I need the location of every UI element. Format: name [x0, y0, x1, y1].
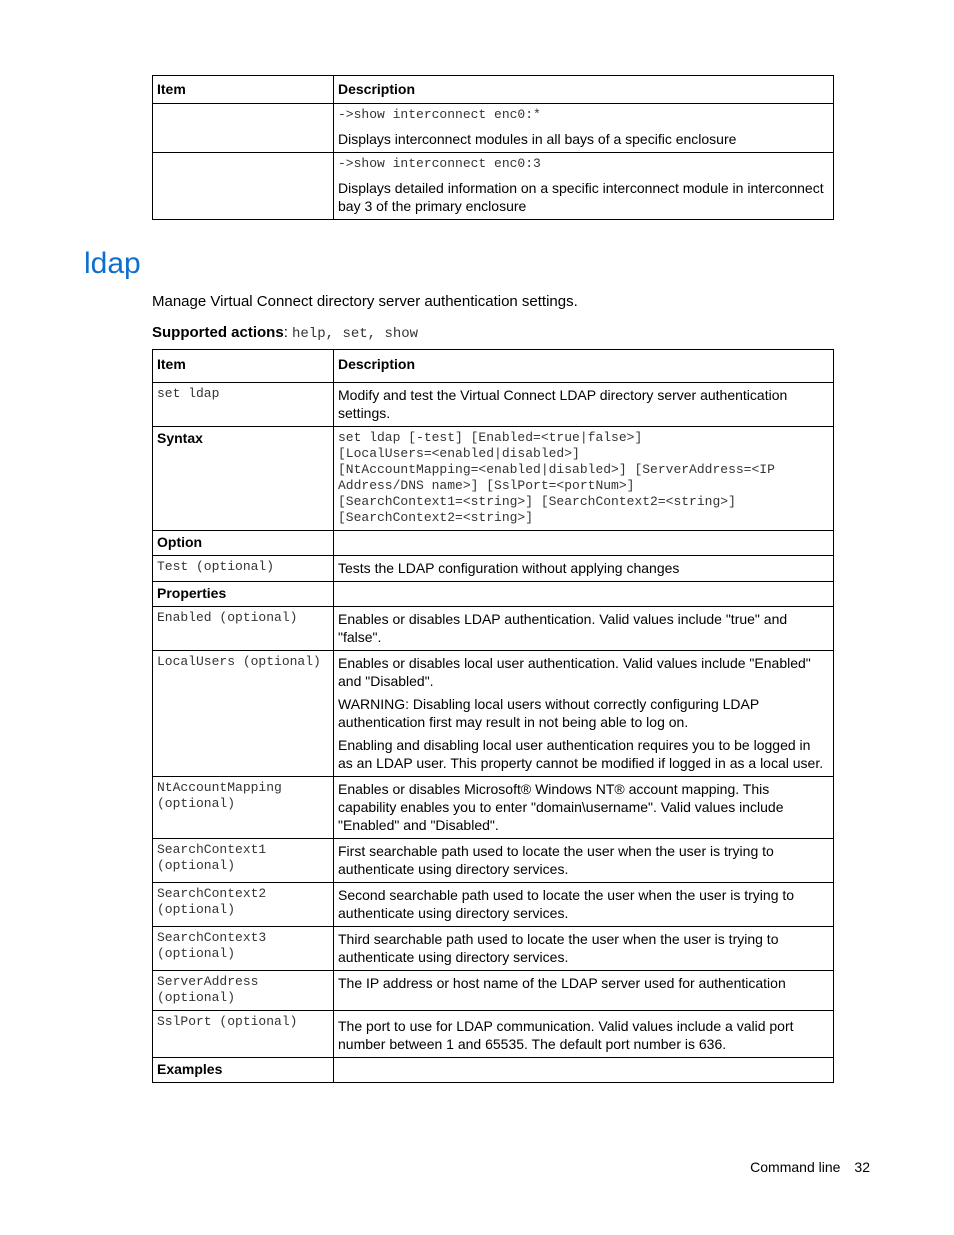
item-cell: Test (optional) [153, 556, 334, 582]
section-intro: Manage Virtual Connect directory server authentication settings. [152, 293, 578, 310]
table-row [153, 607, 834, 651]
description-text: The port to use for LDAP communication. Valid values include a valid port number between 1 and 65535. The default port number is 636. [338, 1018, 794, 1052]
description-cell [334, 1011, 834, 1058]
syntax-line: [SearchContext1=<string>] [SearchContext2=<string>] [338, 494, 736, 509]
empty-cell [334, 531, 834, 556]
description-text: Second searchable path used to locate the user when the user is trying to authenticate using directory services. [338, 887, 795, 921]
header-description: Description [334, 350, 834, 383]
table-header-row [153, 76, 834, 104]
table-row [153, 839, 834, 883]
syntax-row [153, 427, 834, 531]
description-text: Displays interconnect modules in all bays of a specific enclosure [338, 131, 737, 147]
interconnect-table [152, 75, 834, 220]
section-title: ldap [84, 247, 141, 280]
option-label: Option [153, 531, 334, 556]
description-cell [334, 556, 834, 582]
item-qualifier: (optional) [157, 946, 236, 961]
item-qualifier: (optional) [157, 796, 236, 811]
syntax-cell [334, 427, 834, 531]
properties-label: Properties [153, 582, 334, 607]
header-item: Item [153, 350, 334, 383]
header-description: Description [334, 76, 834, 104]
table-row [153, 777, 834, 839]
description-cell [334, 777, 834, 839]
syntax-line: [SearchContext2=<string>] [338, 510, 534, 525]
table-header-row [153, 350, 834, 383]
description-cell [334, 839, 834, 883]
description-cell [334, 927, 834, 971]
examples-row [153, 1058, 834, 1083]
syntax-line: Address/DNS name>] [SslPort=<portNum>] [338, 478, 635, 493]
code-example: ->show interconnect enc0:3 [338, 156, 541, 171]
page-number: 32 [854, 1159, 870, 1175]
supported-actions [152, 324, 418, 342]
description-cell [334, 607, 834, 651]
description-text: Third searchable path used to locate the user when the user is trying to authenticate using directory services. [338, 931, 779, 965]
table-row [153, 383, 834, 427]
item-qualifier: (optional) [157, 902, 236, 917]
option-row [153, 531, 834, 556]
description-cell [334, 104, 834, 153]
supported-actions-label: Supported actions [152, 324, 284, 341]
footer-section: Command line [750, 1159, 841, 1175]
page-footer [750, 1159, 870, 1175]
item-name: SearchContext3 [157, 930, 267, 945]
supported-actions-separator: : [283, 324, 293, 341]
examples-label: Examples [153, 1058, 334, 1083]
description-text: Enables or disables LDAP authentication. Valid values include "true" and "false". [338, 611, 788, 645]
code-example: ->show interconnect enc0:* [338, 107, 541, 122]
item-name: SearchContext1 [157, 842, 267, 857]
description-text: Modify and test the Virtual Connect LDAP directory server authentication settings. [338, 387, 788, 421]
table-row [153, 883, 834, 927]
ldap-table [152, 349, 834, 1083]
empty-cell [334, 582, 834, 607]
table-row [153, 1011, 834, 1058]
description-text: Enables or disables Microsoft® Windows NT® account mapping. This capability enables you to enter "domain\username". Valid values include "Enabled" and "Disabled". [338, 781, 784, 833]
item-name: ServerAddress [157, 974, 259, 989]
header-item: Item [153, 76, 334, 104]
syntax-line: set ldap [-test] [Enabled=<true|false>] [338, 430, 643, 445]
table-row [153, 556, 834, 582]
description-text: Tests the LDAP configuration without applying changes [338, 560, 680, 576]
item-cell [153, 839, 334, 883]
item-qualifier: (optional) [157, 990, 236, 1005]
description-cell [334, 651, 834, 777]
syntax-line: [LocalUsers=<enabled|disabled>] [338, 446, 580, 461]
supported-actions-values: help, set, show [292, 326, 419, 342]
item-cell [153, 153, 334, 220]
description-text: Enabling and disabling local user authentication requires you to be logged in as an LDAP user. This property cannot be modified if logged in as a local user. [338, 737, 824, 771]
table-row [153, 153, 834, 220]
item-cell [153, 927, 334, 971]
table-row [153, 651, 834, 777]
item-cell: SslPort (optional) [153, 1011, 334, 1058]
properties-row [153, 582, 834, 607]
syntax-label: Syntax [153, 427, 334, 531]
item-cell [153, 883, 334, 927]
table-row [153, 927, 834, 971]
warning-text: WARNING: Disabling local users without correctly configuring LDAP authentication first may result in not being able to log on. [338, 696, 759, 730]
table-row [153, 971, 834, 1011]
syntax-line: [NtAccountMapping=<enabled|disabled>] [ServerAddress=<IP [338, 462, 775, 477]
item-name: SearchContext2 [157, 886, 267, 901]
empty-cell [334, 1058, 834, 1083]
item-qualifier: (optional) [157, 858, 236, 873]
description-text: First searchable path used to locate the user when the user is trying to authenticate using directory services. [338, 843, 774, 877]
description-text: Displays detailed information on a specific interconnect module in interconnect bay 3 of the primary enclosure [338, 180, 824, 214]
item-cell [153, 777, 334, 839]
item-cell: set ldap [153, 383, 334, 427]
item-cell [153, 971, 334, 1011]
description-cell [334, 883, 834, 927]
item-cell: LocalUsers (optional) [153, 651, 334, 777]
description-cell [334, 153, 834, 220]
description-text: Enables or disables local user authentication. Valid values include "Enabled" and "Disabled". [338, 655, 811, 689]
item-cell [153, 104, 334, 153]
item-name: NtAccountMapping [157, 780, 282, 795]
description-cell [334, 971, 834, 1011]
item-cell: Enabled (optional) [153, 607, 334, 651]
description-cell [334, 383, 834, 427]
description-text: The IP address or host name of the LDAP server used for authentication [338, 975, 786, 991]
table-row [153, 104, 834, 153]
